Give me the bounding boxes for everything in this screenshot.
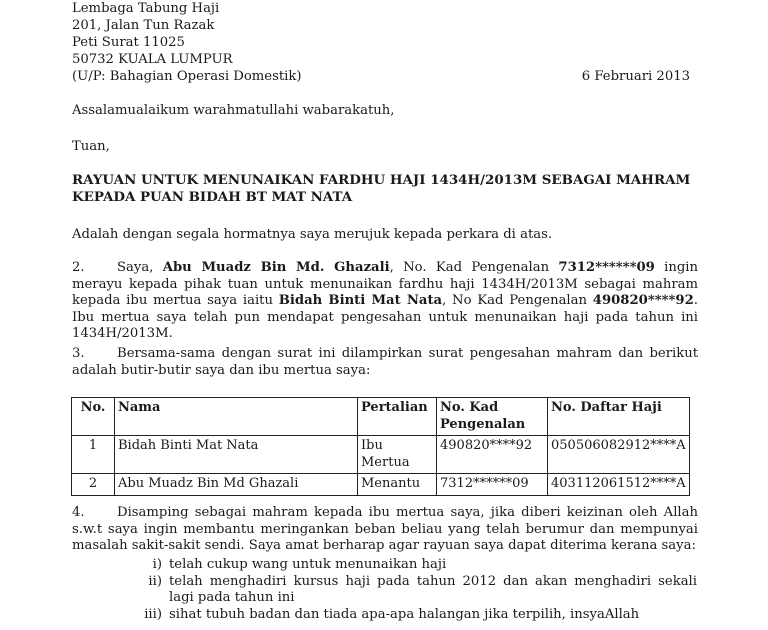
col-header-haji-number: No. Daftar Haji: [548, 398, 690, 436]
col-header-relation: Pertalian: [358, 398, 437, 436]
details-table: [71, 397, 690, 496]
para2-text-b: , No. Kad Pengenalan: [389, 260, 559, 275]
cell-name: Bidah Binti Mat Nata: [115, 436, 358, 474]
paragraph-3: [72, 346, 698, 379]
applicant-ic: 7312******09: [558, 260, 655, 275]
para2-text-c: ingin merayu kepada pihak tuan untuk menunaikan fardhu haji 1434H/2013M sebagai mahram kepada ibu mertua saya iaitu: [72, 260, 698, 308]
paragraph-1: Adalah dengan segala hormatnya saya merujuk kepada perkara di atas.: [72, 227, 553, 242]
letter-date: 6 Februari 2013: [581, 69, 690, 84]
mother-name: Bidah Binti Mat Nata: [278, 293, 443, 308]
reason-text: telah cukup wang untuk menunaikan haji: [169, 557, 447, 572]
table-row: [72, 436, 690, 474]
subject-line-1: RAYUAN UNTUK MENUNAIKAN FARDHU HAJI 1434H/2013M SEBAGAI MAHRAM: [72, 172, 691, 188]
cell-ic: 490820****92: [437, 436, 548, 474]
recipient-city: 50732 KUALA LUMPUR: [72, 52, 233, 67]
reason-number: iii): [144, 606, 162, 622]
subject-line-2: KEPADA PUAN BIDAH BT MAT NATA: [72, 188, 353, 205]
col-header-no: No.: [72, 398, 115, 436]
para3-number: 3.: [72, 346, 85, 361]
cell-haji-number: 403112061512****A: [548, 474, 690, 496]
table-row: [72, 474, 690, 496]
letter-subject: [72, 172, 696, 205]
reason-number: i): [152, 557, 162, 572]
para2-text-a: Saya,: [117, 260, 163, 275]
cell-ic: 7312******09: [437, 474, 548, 496]
para2-number: 2.: [72, 260, 85, 275]
cell-no: 2: [72, 474, 115, 496]
recipient-attention: (U/P: Bahagian Operasi Domestik): [72, 69, 302, 84]
para4-text: Disamping sebagai mahram kepada ibu mertua saya, jika diberi keizinan oleh Allah s.w.t saya ingin membantu meringankan beban beliau yang telah berumur dan mempunyai masalah sakit-sakit sendi. Saya amat berharap agar rayuan saya dapat diterima kerana saya:: [72, 505, 698, 553]
paragraph-4: [72, 505, 698, 555]
recipient-street: 201, Jalan Tun Razak: [72, 18, 215, 33]
paragraph-2: [72, 260, 698, 343]
list-item: [137, 607, 697, 624]
salutation: Tuan,: [72, 139, 110, 154]
reason-number: ii): [148, 573, 162, 589]
col-header-name: Nama: [115, 398, 358, 436]
attention-date-line: [72, 69, 690, 86]
para2-text-d: , No Kad Pengenalan: [442, 293, 593, 308]
reason-text: sihat tubuh badan dan tiada apa-apa halangan jika terpilih, insyaAllah: [169, 606, 640, 622]
recipient-name: Lembaga Tabung Haji: [72, 1, 220, 16]
cell-relation: Ibu Mertua: [358, 436, 437, 474]
para3-text: Bersama-sama dengan surat ini dilampirkan surat pengesahan mahram dan berikut adalah butir-butir saya dan ibu mertua saya:: [72, 346, 698, 378]
mother-ic: 490820****92: [592, 293, 694, 308]
recipient-pobox: Peti Surat 11025: [72, 35, 185, 50]
list-item: [137, 557, 697, 574]
col-header-ic: No. Kad Pengenalan: [437, 398, 548, 436]
table-header-row: [72, 398, 690, 436]
cell-relation: Menantu: [358, 474, 437, 496]
applicant-name: Abu Muadz Bin Md. Ghazali: [162, 260, 390, 275]
cell-name: Abu Muadz Bin Md Ghazali: [115, 474, 358, 496]
reason-text: telah menghadiri kursus haji pada tahun 2012 dan akan menghadiri sekali lagi pada tahun ini: [169, 573, 697, 605]
reasons-list: [137, 557, 697, 623]
para4-number: 4.: [72, 505, 85, 520]
para2-text-e: . Ibu mertua saya telah pun mendapat pengesahan untuk menunaikan haji pada tahun ini 1434H/2013M.: [72, 293, 698, 341]
recipient-address: [72, 1, 696, 86]
cell-no: 1: [72, 436, 115, 474]
greeting: Assalamualaikum warahmatullahi wabarakatuh,: [72, 103, 395, 118]
cell-haji-number: 050506082912****A: [548, 436, 690, 474]
list-item: [137, 574, 697, 607]
